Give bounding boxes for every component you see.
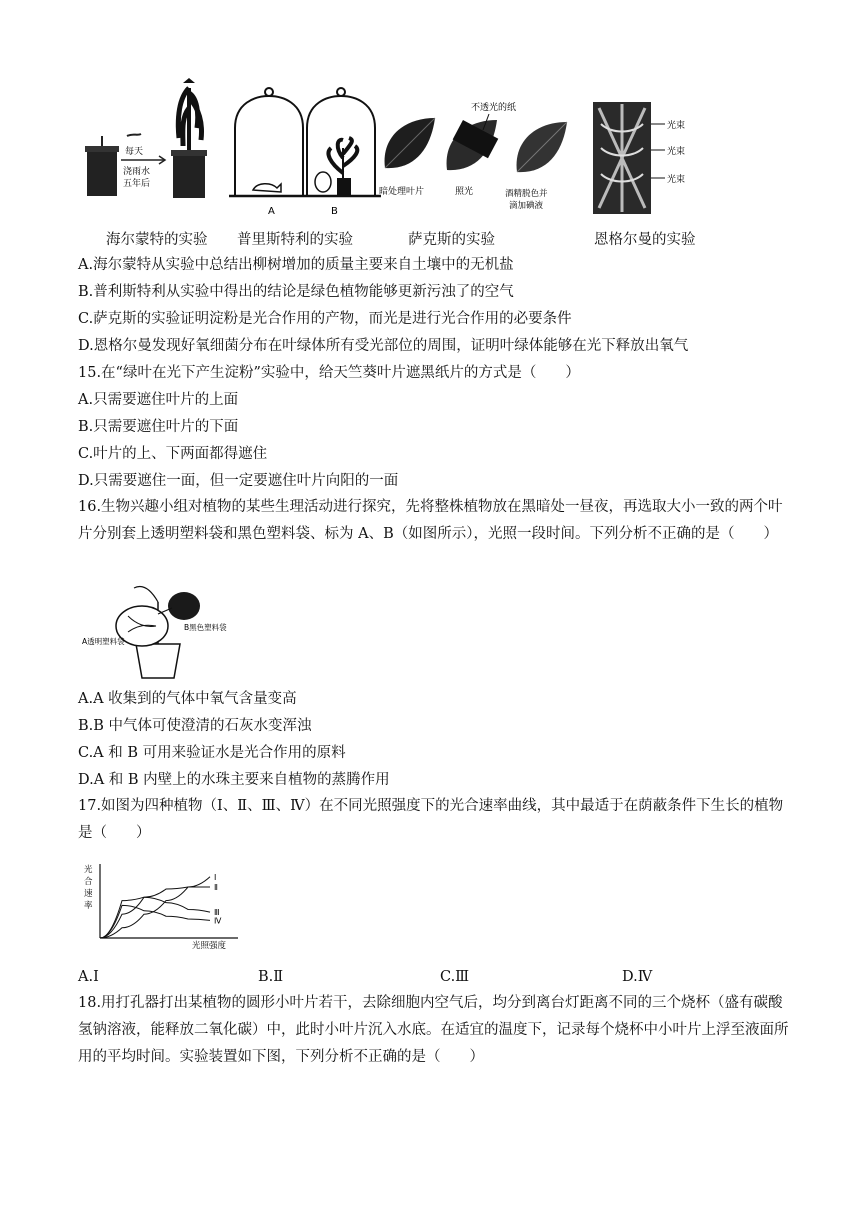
q14-option-b: B.普利斯特利从实验中得出的结论是绿色植物能够更新污浊了的空气 [78,284,514,300]
x-axis-label: 光照强度 [192,941,227,950]
y-label-4: 率 [84,901,93,911]
series-label-4: Ⅳ [214,916,222,926]
q17-chart [80,858,250,950]
beam-label-1: 光束 [667,121,686,131]
q17-option-a: A.Ⅰ [78,969,99,985]
beam-label-2: 光束 [667,147,686,157]
engelmann-experiment-illustration [593,102,685,214]
jar-b-label: B [331,206,338,217]
priestley-experiment-illustration [229,88,381,217]
q15-option-c: C.叶片的上、下两面都得遮住 [78,446,268,462]
q17-option-d: D.Ⅳ [622,969,653,985]
caption-priestley: 普里斯特利的实验 [237,232,353,248]
y-label-1: 光 [84,865,93,875]
q17-option-b: B.Ⅱ [258,969,284,985]
q16-option-b: B.B 中气体可使澄清的石灰水变浑浊 [78,718,312,734]
alcohol-label-2: 滴加碘液 [509,201,544,211]
q17-option-c: C.Ⅲ [440,969,470,985]
q14-option-a: A.海尔蒙特从实验中总结出柳树增加的质量主要来自土壤中的无机盐 [78,257,514,273]
q16-option-c: C.A 和 B 可用来验证水是光合作用的原料 [78,745,346,761]
q14-option-c: C.萨克斯的实验证明淀粉是光合作用的产物，而光是进行光合作用的必要条件 [78,311,572,327]
jar-a-label: A [268,206,275,217]
beam-label-3: 光束 [667,175,686,185]
water-text-2: 浇雨水 [123,167,151,177]
sachs-experiment-illustration [379,101,567,211]
q16-label-b: B黑色塑料袋 [184,623,227,632]
y-label-3: 速 [84,889,93,899]
water-text-1: 每天 [125,147,144,157]
q17-stem: 17.如图为四种植物（Ⅰ、Ⅱ、Ⅲ、Ⅳ）在不同光照强度下的光合速率曲线，其中最适于在荫蔽条件下生长的植物是（ ） [78,798,784,841]
q16-label-a: A透明塑料袋 [82,637,125,646]
water-text-3: 五年后 [123,179,151,189]
y-label-2: 合 [84,877,93,887]
q18-stem: 18.用打孔器打出某植物的圆形小叶片若干，去除细胞内空气后，均分到离台灯距离不同的三个烧杯（盛有碳酸氢钠溶液，能释放二氧化碳）中，此时小叶片沉入水底。在适宜的温度下，记录每个烧杯中小叶片上浮至液面所用的平均时间。实验装置如下图，下列分析不正确的是（ ） [78,995,789,1065]
alcohol-label-1: 酒精脱色并 [505,189,548,199]
q15-option-a: A.只需要遮住叶片的上面 [78,392,239,408]
series-label-3: Ⅲ [214,908,220,918]
q15-stem: 15.在“绿叶在光下产生淀粉”实验中，给天竺葵叶片遮黑纸片的方式是（ ） [78,365,580,381]
helmont-experiment-illustration [85,78,207,198]
paper-label: 不透光的纸 [471,103,517,113]
q16-stem: 16.生物兴趣小组对植物的某些生理活动进行探究，先将整株植物放在黑暗处一昼夜，再选取大小一致的两个叶片分别套上透明塑料袋和黑色塑料袋、标为 A、B（如图所示），光照一段时间。下列分析不正确的是（ ） [78,499,783,542]
series-line-1 [100,877,210,938]
q16-plant-figure [80,574,230,684]
caption-helmont: 海尔蒙特的实验 [106,232,208,248]
dark-label: 暗处理叶片 [379,187,425,197]
light-label: 照光 [455,187,474,197]
q14-option-d: D.恩格尔曼发现好氧细菌分布在叶绿体所有受光部位的周围，证明叶绿体能够在光下释放出氧气 [78,338,689,354]
q16-option-d: D.A 和 B 内壁上的水珠主要来自植物的蒸腾作用 [78,772,390,788]
q15-option-d: D.只需要遮住一面，但一定要遮住叶片向阳的一面 [78,473,399,489]
q16-option-a: A.A 收集到的气体中氧气含量变高 [78,691,297,707]
series-label-2: Ⅱ [214,883,218,892]
series-label-1: Ⅰ [214,872,217,882]
caption-sachs: 萨克斯的实验 [408,232,495,248]
q15-option-b: B.只需要遮住叶片的下面 [78,419,239,435]
caption-engelmann: 恩格尔曼的实验 [594,232,696,248]
experiments-figure [85,78,725,223]
